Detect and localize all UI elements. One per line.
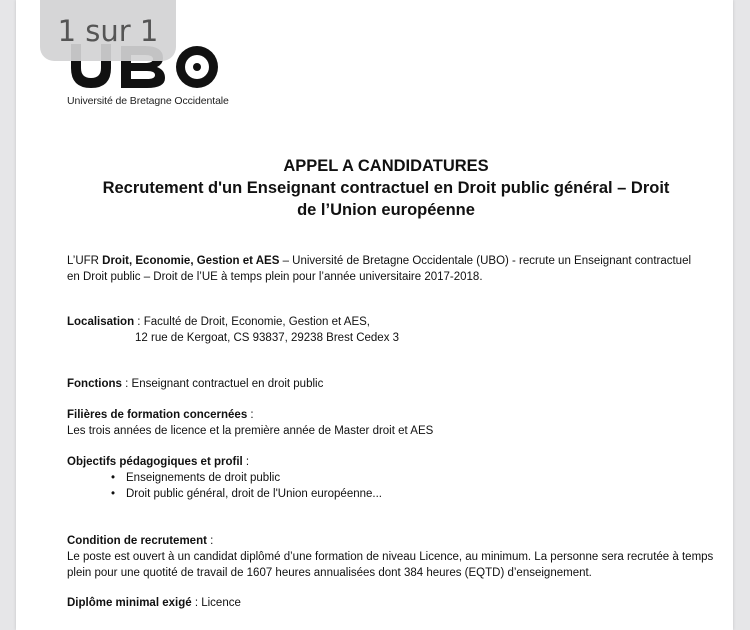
condition-label: Condition de recrutement [67, 535, 207, 547]
list-item [67, 486, 382, 502]
intro-line-2: en Droit public – Droit de l’UE à temps plein pour l’année universitaire 2017-2018. [67, 271, 483, 283]
intro-ufr-name: Droit, Economie, Gestion et AES [102, 255, 280, 267]
bullet-icon: • [111, 472, 116, 484]
logo-caption: Université de Bretagne Occidentale [67, 95, 229, 107]
objectifs-section [67, 454, 382, 502]
list-item [67, 470, 382, 486]
fonctions-sep: : [121, 378, 132, 390]
diplome-sep: : [191, 597, 202, 609]
diplome-label: Diplôme minimal exigé [67, 597, 192, 609]
diplome-section [67, 595, 241, 611]
diplome-value: Licence [201, 597, 241, 609]
condition-section [67, 533, 713, 581]
localisation-section [67, 314, 399, 346]
fonctions-section [67, 376, 323, 392]
title-line-1: APPEL A CANDIDATURES [283, 157, 489, 175]
fonctions-value: Enseignant contractuel en droit public [131, 378, 324, 390]
intro-prefix: L’UFR [67, 255, 103, 267]
document-page [16, 0, 733, 630]
page-indicator: 1 sur 1 [40, 0, 176, 61]
title-line-3: de l’Union européenne [297, 201, 475, 219]
condition-line-1: Le poste est ouvert à un candidat diplômé d’une formation de niveau Licence, au minimum. La personne sera recrutée à temps [67, 551, 714, 563]
filieres-sep: : [247, 409, 254, 421]
condition-sep: : [206, 535, 214, 547]
objectif-item-2: Droit public général, droit de l'Union européenne... [126, 488, 382, 500]
localisation-sep: : [134, 316, 144, 328]
localisation-label: Localisation [67, 316, 135, 328]
localisation-line-2: 12 rue de Kergoat, CS 93837, 29238 Brest Cedex 3 [135, 332, 400, 344]
objectifs-label: Objectifs pédagogiques et profil [67, 456, 243, 468]
objectifs-list [67, 470, 382, 502]
condition-line-2: plein pour une quotité de travail de 1607 heures annualisées dont 384 heures (EQTD) d’enseignement. [67, 567, 592, 579]
objectif-item-1: Enseignements de droit public [126, 472, 281, 484]
bullet-icon: • [111, 488, 116, 500]
intro-line-1: – Université de Bretagne Occidentale (UBO) - recrute un Enseignant contractuel [279, 255, 692, 267]
filieres-section [67, 407, 433, 439]
localisation-line-1: Faculté de Droit, Economie, Gestion et AES, [143, 316, 370, 328]
document-title [76, 155, 696, 221]
fonctions-label: Fonctions [67, 378, 122, 390]
objectifs-sep: : [242, 456, 250, 468]
intro-paragraph [67, 253, 691, 285]
title-line-2: Recrutement d'un Enseignant contractuel en Droit public général – Droit [102, 179, 670, 197]
filieres-value: Les trois années de licence et la première année de Master droit et AES [67, 425, 434, 437]
filieres-label: Filières de formation concernées [67, 409, 248, 421]
